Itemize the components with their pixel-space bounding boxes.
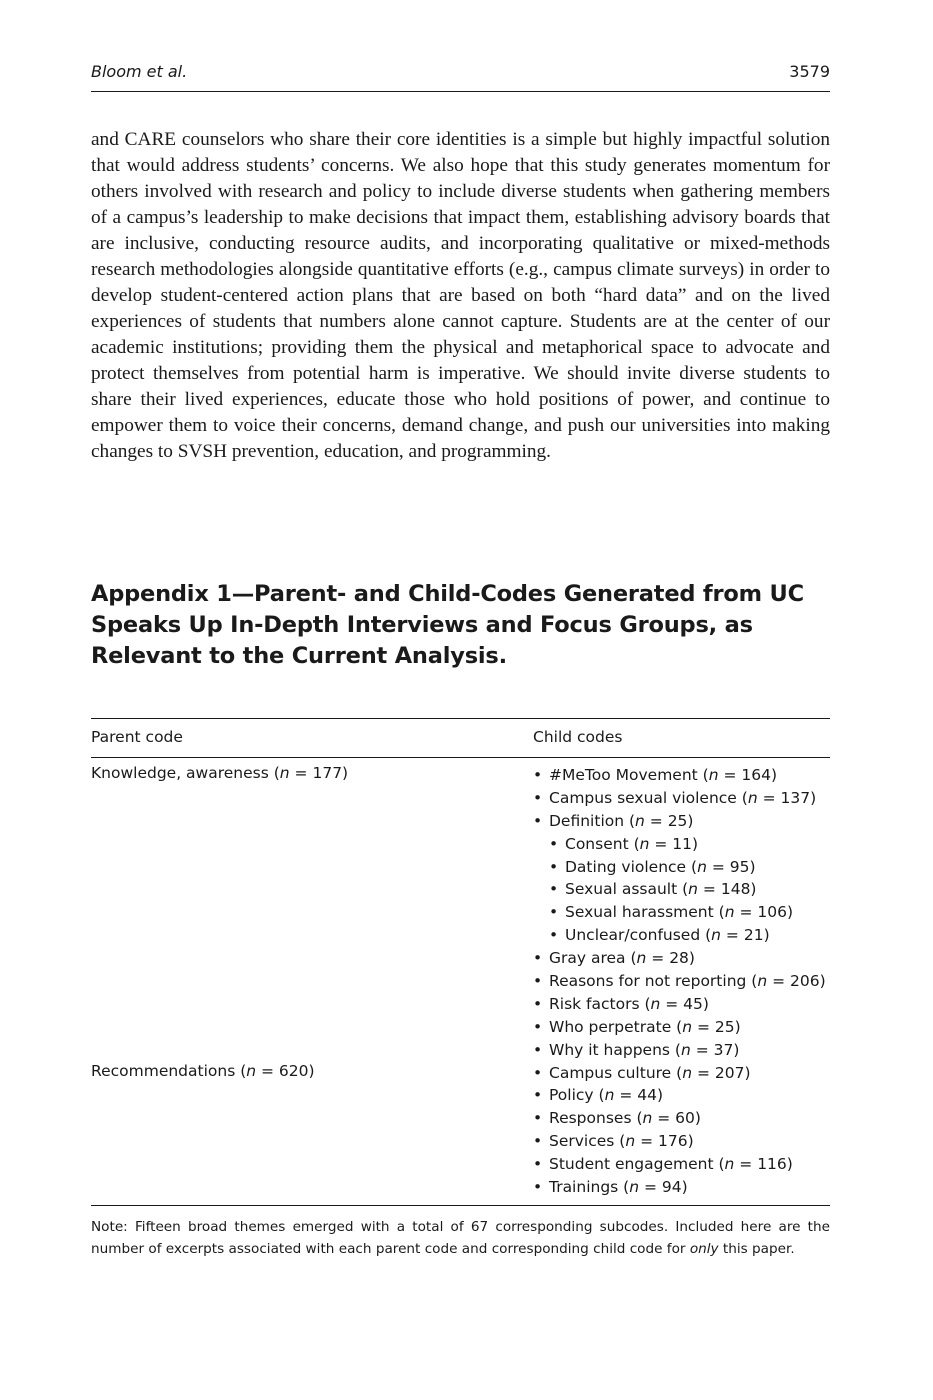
- child-subcode-item: [533, 856, 830, 879]
- page-number: 3579: [789, 62, 830, 81]
- bullet-icon: •: [549, 880, 559, 899]
- child-codes-list: [533, 1062, 830, 1199]
- table-row: [91, 1062, 830, 1199]
- child-code-label: Definition (n = 25): [549, 811, 694, 830]
- bullet-icon: •: [549, 903, 559, 922]
- bullet-icon: •: [533, 1063, 543, 1082]
- table-note: [91, 1216, 830, 1260]
- running-head-authors: Bloom et al.: [91, 62, 188, 81]
- child-subcode-item: [533, 901, 830, 924]
- note-text-after: this paper.: [718, 1241, 795, 1257]
- child-code-label: Trainings (n = 94): [549, 1178, 688, 1197]
- bullet-icon: •: [533, 949, 543, 968]
- bullet-icon: •: [533, 1086, 543, 1105]
- parent-code-cell: Knowledge, awareness (n = 177): [91, 764, 349, 782]
- child-code-item: [533, 1084, 830, 1107]
- child-code-label: Reasons for not reporting (n = 206): [549, 972, 826, 991]
- child-codes-list: [533, 764, 830, 1062]
- child-code-item: [533, 1016, 830, 1039]
- child-code-label: #MeToo Movement (n = 164): [549, 766, 778, 784]
- table-row: [91, 764, 830, 1062]
- child-subcode-item: [533, 878, 830, 901]
- child-code-label: Sexual harassment (n = 106): [565, 903, 793, 922]
- bullet-icon: •: [533, 766, 543, 784]
- bullet-icon: •: [533, 972, 543, 991]
- child-code-label: Unclear/confused (n = 21): [565, 926, 770, 945]
- child-subcode-item: [533, 924, 830, 947]
- table-body: [91, 758, 830, 1206]
- child-code-label: Policy (n = 44): [549, 1086, 664, 1105]
- child-code-label: Risk factors (n = 45): [549, 994, 709, 1013]
- child-code-label: Campus culture (n = 207): [549, 1063, 751, 1082]
- header-rule: [91, 91, 830, 92]
- bullet-icon: •: [549, 857, 559, 876]
- child-code-item: [533, 1107, 830, 1130]
- running-head: [91, 60, 830, 86]
- codes-table: [91, 718, 830, 1206]
- child-code-label: Consent (n = 11): [565, 834, 699, 853]
- child-code-item: [533, 810, 830, 833]
- child-code-item: [533, 993, 830, 1016]
- child-code-label: Campus sexual violence (n = 137): [549, 788, 817, 807]
- bullet-icon: •: [533, 1017, 543, 1036]
- bullet-icon: •: [533, 811, 543, 830]
- child-code-label: Services (n = 176): [549, 1132, 694, 1151]
- bullet-icon: •: [533, 788, 543, 807]
- bullet-icon: •: [533, 1155, 543, 1174]
- child-code-item: [533, 947, 830, 970]
- bullet-icon: •: [533, 1109, 543, 1128]
- bullet-icon: •: [549, 926, 559, 945]
- bullet-icon: •: [533, 1132, 543, 1151]
- child-code-item: [533, 1062, 830, 1085]
- parent-code-cell: Recommendations (n = 620): [91, 1061, 315, 1080]
- bullet-icon: •: [549, 834, 559, 853]
- child-code-label: Dating violence (n = 95): [565, 857, 756, 876]
- header-parent-code: Parent code: [91, 728, 183, 746]
- child-code-label: Sexual assault (n = 148): [565, 880, 757, 899]
- child-code-label: Student engagement (n = 116): [549, 1155, 793, 1174]
- bullet-icon: •: [533, 1178, 543, 1197]
- child-code-item: [533, 1039, 830, 1062]
- child-code-item: [533, 764, 830, 787]
- child-code-item: [533, 1130, 830, 1153]
- child-code-label: Why it happens (n = 37): [549, 1040, 740, 1059]
- appendix-title: Appendix 1—Parent- and Child-Codes Generated from UC Speaks Up In-Depth Interviews and Focus Groups, as Relevant to the Current Analysis.: [91, 581, 804, 669]
- child-subcode-item: [533, 833, 830, 856]
- bullet-icon: •: [533, 994, 543, 1013]
- bullet-icon: •: [533, 1040, 543, 1059]
- note-text-before: Note: Fifteen broad themes emerged with a total of 67 corresponding subcodes. Included here are the number of excerpts associated with each parent code and corresponding child code for: [91, 1219, 830, 1257]
- child-code-label: Responses (n = 60): [549, 1109, 701, 1128]
- body-paragraph: and CARE counselors who share their core identities is a simple but highly impactful solution that would address students’ concerns. We also hope that this study generates momentum for others involved with research and policy to include diverse students when gathering members of a campus’s leadership to make decisions that impact them, establishing advisory boards that are inclusive, conducting resource audits, and incorporating qualitative or mixed-methods research methodologies alongside quantitative efforts (e.g., campus climate surveys) in order to develop student-centered action plans that are based on both “hard data” and on the lived experiences of students that numbers alone cannot capture. Students are at the center of our academic institutions; providing them the physical and metaphorical space to advocate and protect themselves from potential harm is imperative. We should invite diverse students to share their lived experiences, educate those who hold positions of power, and continue to empower them to voice their concerns, demand change, and push our universities into making changes to SVSH prevention, education, and programming.: [91, 129, 830, 462]
- header-child-codes: Child codes: [533, 728, 623, 746]
- child-code-label: Gray area (n = 28): [549, 949, 695, 968]
- table-header: [91, 719, 830, 758]
- child-code-item: [533, 787, 830, 810]
- child-code-item: [533, 970, 830, 993]
- child-code-item: [533, 1176, 830, 1199]
- child-code-item: [533, 1153, 830, 1176]
- note-emphasis: only: [689, 1241, 719, 1257]
- child-code-label: Who perpetrate (n = 25): [549, 1017, 741, 1036]
